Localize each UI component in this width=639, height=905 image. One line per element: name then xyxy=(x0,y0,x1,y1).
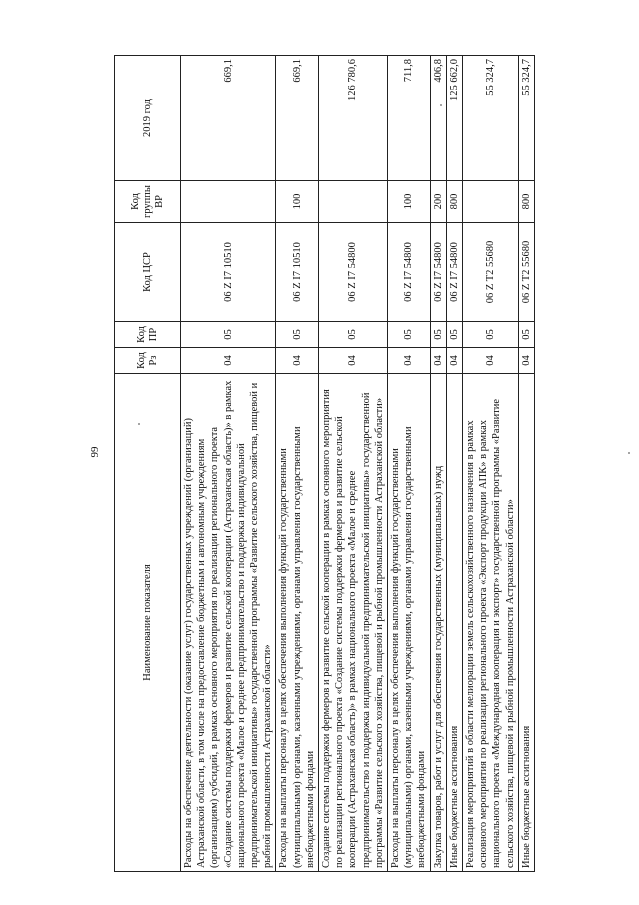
row-value: 669,1 xyxy=(276,56,319,181)
row-value: 55 324,7 xyxy=(518,56,534,181)
row-name: Расходы на обеспечение деятельности (оказание услуг) государственных учреждений (организаций) Астраханской области, в том числе на предоставление бюджетным и автономным учреждениям (организациям) субсидий, в рамках основного мероприятия по реализации регионального проекта «Создание системы поддержки фермеров и развитие сельской кооперации (Астраханская область)» в рамках национального проекта «Малое и среднее предпринимательство и поддержка индивидуальной предпринимательской инициативы» государственной программы «Развитие сельского хозяйства, пищевой и рыбной промышленности Астраханской области» xyxy=(181,374,276,872)
header-csr: Код ЦСР xyxy=(115,223,181,322)
table-row xyxy=(319,56,388,872)
row-name: Иные бюджетные ассигнования xyxy=(446,374,462,872)
row-pr: 05 xyxy=(276,322,319,348)
header-name: Наименование показателя xyxy=(115,374,181,872)
table-row xyxy=(518,56,534,872)
row-value: 711,8 xyxy=(388,56,431,181)
row-pr: 05 xyxy=(181,322,276,348)
header-pr: Код ПР xyxy=(115,322,181,348)
row-vr xyxy=(181,181,276,223)
row-value: 406,8 xyxy=(430,56,446,181)
row-name: Иные бюджетные ассигнования xyxy=(518,374,534,872)
row-vr: 100 xyxy=(388,181,431,223)
row-vr: 800 xyxy=(518,181,534,223)
row-rz: 04 xyxy=(463,348,519,374)
row-csr: 06 Z I7 54800 xyxy=(430,223,446,322)
row-name: Создание системы поддержки фермеров и развитие сельской кооперации в рамках основного мероприятия по реализации регионального проекта «Создание системы поддержки фермеров и развитие сельской кооперации (Астраханская область)» в рамках национального проекта «Малое и среднее предпринимательство и поддержка индивидуальной предпринимательской инициативы» государственной программы «Развитие сельского хозяйства, пищевой и рыбной промышленности Астраханской области» xyxy=(319,374,388,872)
table-row xyxy=(446,56,462,872)
row-rz: 04 xyxy=(276,348,319,374)
row-value: 125 662,0 xyxy=(446,56,462,181)
row-pr: 05 xyxy=(518,322,534,348)
rotated-page xyxy=(114,56,632,872)
budget-table xyxy=(114,55,535,872)
row-name: Закупка товаров, работ и услуг для обеспечения государственных (муниципальных) нужд xyxy=(430,374,446,872)
row-rz: 04 xyxy=(181,348,276,374)
row-vr: 200 xyxy=(430,181,446,223)
row-rz: 04 xyxy=(388,348,431,374)
header-vr: Код группы ВР xyxy=(115,181,181,223)
header-year: 2019 год xyxy=(115,56,181,181)
row-rz: 04 xyxy=(430,348,446,374)
table-header-row xyxy=(115,56,181,872)
row-pr: 05 xyxy=(446,322,462,348)
row-pr: 05 xyxy=(463,322,519,348)
row-pr: 05 xyxy=(388,322,431,348)
row-csr: 06 Z T2 55680 xyxy=(518,223,534,322)
row-csr: 06 Z I7 54800 xyxy=(388,223,431,322)
row-value: 669,1 xyxy=(181,56,276,181)
row-pr: 05 xyxy=(319,322,388,348)
row-value: 126 780,6 xyxy=(319,56,388,181)
row-name: Расходы на выплаты персоналу в целях обеспечения выполнения функций государственными (муниципальными) органами, казенными учреждениями, органами управления государственными внебюджетными фондами xyxy=(276,374,319,872)
row-csr: 06 Z T2 55680 xyxy=(463,223,519,322)
header-rz: Код Рз xyxy=(115,348,181,374)
table-row xyxy=(388,56,431,872)
row-vr: 800 xyxy=(446,181,462,223)
row-csr: 06 Z I7 54800 xyxy=(319,223,388,322)
row-name: Расходы на выплаты персоналу в целях обеспечения выполнения функций государственными (муниципальными) органами, казенными учреждениями, органами управления государственными внебюджетными фондами xyxy=(388,374,431,872)
row-csr: 06 Z I7 54800 xyxy=(446,223,462,322)
table-row xyxy=(181,56,276,872)
row-name: Реализация мероприятий в области мелиорации земель сельскохозяйственного назначения в рамках основного мероприятия по реализации регионального проекта «Экспорт продукции АПК» в рамках национального проекта «Международная кооперация и экспорт» государственной программы «Развитие сельского хозяйства, пищевой и рыбной промышленности Астраханской области» xyxy=(463,374,519,872)
row-csr: 06 Z I7 10510 xyxy=(276,223,319,322)
table-row xyxy=(430,56,446,872)
table-row xyxy=(276,56,319,872)
table-row xyxy=(463,56,519,872)
row-vr: 100 xyxy=(276,181,319,223)
row-csr: 06 Z I7 10510 xyxy=(181,223,276,322)
row-value: 55 324,7 xyxy=(463,56,519,181)
row-rz: 04 xyxy=(319,348,388,374)
row-rz: 04 xyxy=(446,348,462,374)
row-vr xyxy=(319,181,388,223)
row-vr xyxy=(463,181,519,223)
row-pr: 05 xyxy=(430,322,446,348)
row-rz: 04 xyxy=(518,348,534,374)
page-number: 99 xyxy=(89,446,101,458)
